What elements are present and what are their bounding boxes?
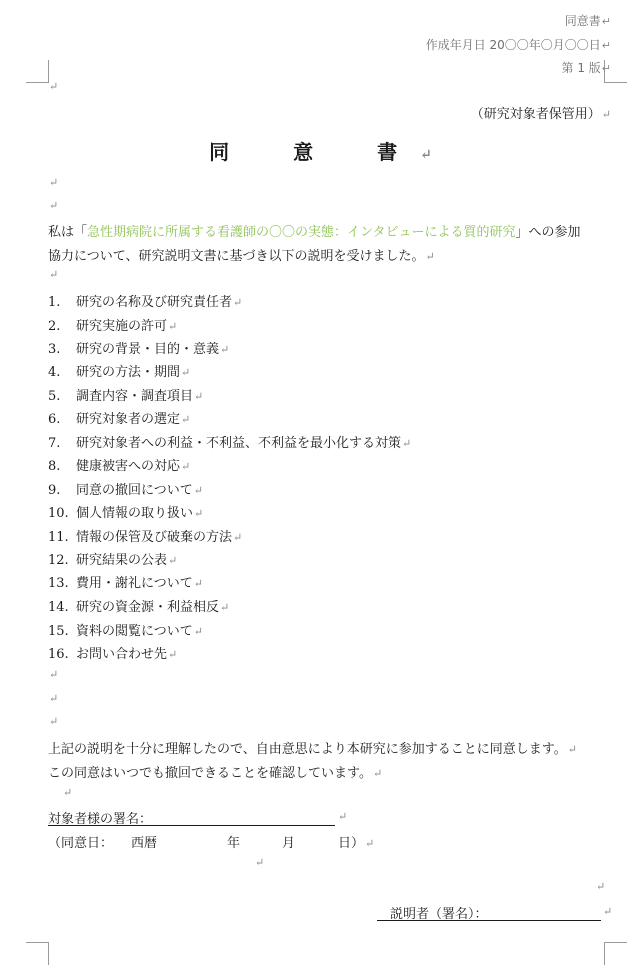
consent-date-month: 月 xyxy=(282,836,296,851)
page-title: 同 意 書↵ xyxy=(209,140,432,164)
list-item: 3. 研究の背景・目的・意義↵ xyxy=(48,342,230,357)
intro-line-2: 協力について、研究説明文書に基づき以下の説明を受けました。↵ xyxy=(48,249,435,264)
header-created-date: 作成年月日 20〇〇年〇月〇〇日↵ xyxy=(425,38,611,52)
explainer-signature-label: 説明者（署名）： xyxy=(390,907,488,922)
list-item: 1. 研究の名称及び研究責任者↵ xyxy=(48,295,243,310)
list-item: 8. 健康被害への対応↵ xyxy=(48,459,191,474)
list-item: 2. 研究実施の許可↵ xyxy=(48,319,178,334)
list-item: 10. 個人情報の取り扱い↵ xyxy=(48,506,204,521)
explainer-signature-line[interactable] xyxy=(377,920,601,921)
list-item: 11. 情報の保管及び破棄の方法↵ xyxy=(48,530,243,545)
consent-date-year: 年 xyxy=(227,836,241,851)
paragraph-mark: ↵ xyxy=(338,810,348,823)
paragraph-mark: ↵ xyxy=(49,268,59,281)
consent-line-1: 上記の説明を十分に理解したので、自由意思により本研究に参加することに同意します。↵ xyxy=(48,742,577,757)
consent-line-2: この同意はいつでも撤回できることを確認しています。↵ xyxy=(48,766,383,781)
paragraph-mark: ↵ xyxy=(49,199,59,212)
list-item: 15. 資料の閲覧について↵ xyxy=(48,624,203,639)
list-item: 16. お問い合わせ先↵ xyxy=(48,647,178,662)
copy-note: （研究対象者保管用）↵ xyxy=(470,107,611,122)
subject-signature-line[interactable] xyxy=(48,825,335,826)
consent-date-era: 西暦 xyxy=(131,836,158,851)
paragraph-mark: ↵ xyxy=(49,692,59,705)
crop-mark-top-left xyxy=(26,60,49,83)
paragraph-mark: ↵ xyxy=(603,905,613,918)
paragraph-mark: ↵ xyxy=(49,715,59,728)
paragraph-mark: ↵ xyxy=(255,856,265,869)
list-item: 6. 研究対象者の選定↵ xyxy=(48,412,191,427)
header-doc-name: 同意書↵ xyxy=(564,14,611,28)
paragraph-mark: ↵ xyxy=(49,668,59,681)
intro-line-1: 私は「急性期病院に所属する看護師の〇〇の実態：インタビューによる質的研究」への参加 xyxy=(48,225,581,240)
list-item: 4. 研究の方法・期間↵ xyxy=(48,365,191,380)
list-item: 7. 研究対象者への利益・不利益、不利益を最小化する対策↵ xyxy=(48,436,412,451)
crop-mark-bottom-right xyxy=(604,942,627,965)
paragraph-mark: ↵ xyxy=(49,80,59,93)
subject-signature-label: 対象者様の署名： xyxy=(48,812,153,827)
study-title: 急性期病院に所属する看護師の〇〇の実態：インタビューによる質的研究 xyxy=(87,225,516,240)
consent-date-open: （同意日： xyxy=(48,836,114,851)
list-item: 12. 研究結果の公表↵ xyxy=(48,553,178,568)
header-version: 第 1 版↵ xyxy=(561,61,611,75)
list-item: 13. 費用・謝礼について↵ xyxy=(48,576,203,591)
list-item: 14. 研究の資金源・利益相反↵ xyxy=(48,600,230,615)
crop-mark-bottom-left xyxy=(26,942,49,965)
consent-date-day: 日）↵ xyxy=(338,836,375,851)
list-item: 5. 調査内容・調査項目↵ xyxy=(48,389,204,404)
paragraph-mark: ↵ xyxy=(63,786,73,799)
paragraph-mark: ↵ xyxy=(596,880,606,893)
list-item: 9. 同意の撤回について↵ xyxy=(48,483,203,498)
paragraph-mark: ↵ xyxy=(49,176,59,189)
